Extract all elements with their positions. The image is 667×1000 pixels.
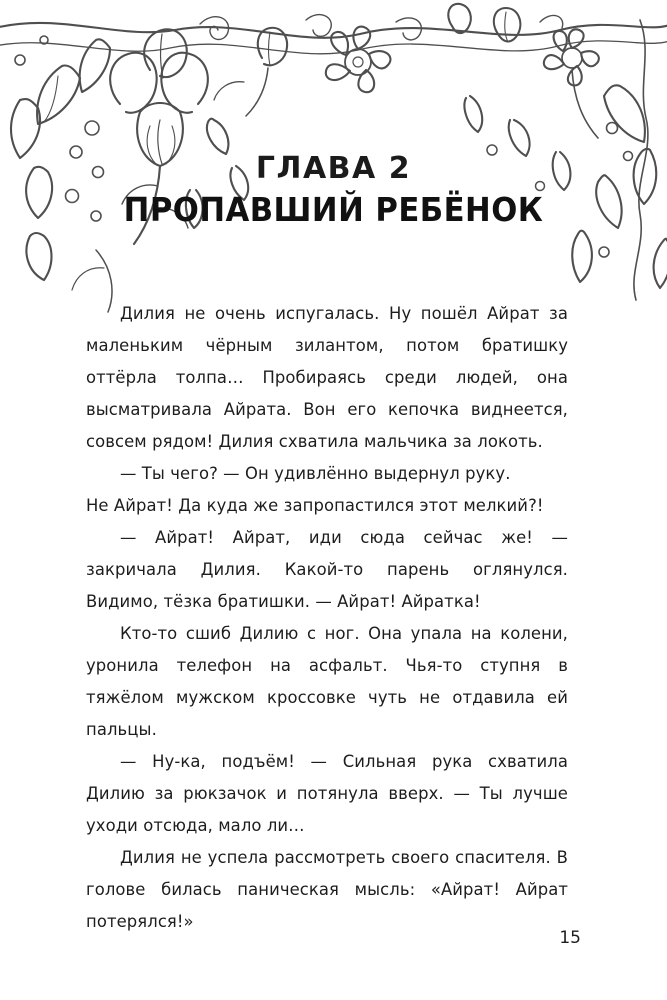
paragraph: Не Айрат! Да куда же запропастился этот мелкий?! (86, 496, 544, 515)
body-text (86, 298, 568, 938)
chapter-number: ГЛАВА 2 (255, 151, 412, 186)
paragraph: Кто-то сшиб Дилию с ног. Она упала на колени, уронила телефон на асфальт. Чья-то ступня в тяжёлом мужском кроссовке чуть не отдавила ей пальцы. (86, 624, 568, 739)
chapter-heading (0, 152, 667, 228)
paragraph: Дилия не очень испугалась. Ну пошёл Айрат за маленьким чёрным зилантом, потом братишку оттёрла толпа… Пробираясь среди людей, она высматривала Айрата. Вон его кепочка виднеется, совсем рядом! Дилия схватила мальчика за локоть. (86, 304, 568, 451)
paragraph: — Ты чего? — Он удивлённо выдернул руку. (120, 464, 511, 483)
paragraph: — Айрат! Айрат, иди сюда сейчас же! — закричала Дилия. Какой-то парень оглянулся. Видимо, тёзка братишки. — Айрат! Айратка! (86, 528, 568, 611)
paragraph: Дилия не успела рассмотреть своего спасителя. В голове билась паническая мысль: «Айрат! Айрат потерялся!» (86, 848, 568, 931)
page-number: 15 (559, 928, 581, 948)
paragraph: — Ну-ка, подъём! — Сильная рука схватила Дилию за рюкзачок и потянула вверх. — Ты лучше уходи отсюда, мало ли… (86, 752, 568, 835)
chapter-title: ПРОПАВШИЙ РЕБЁНОК (123, 190, 544, 229)
